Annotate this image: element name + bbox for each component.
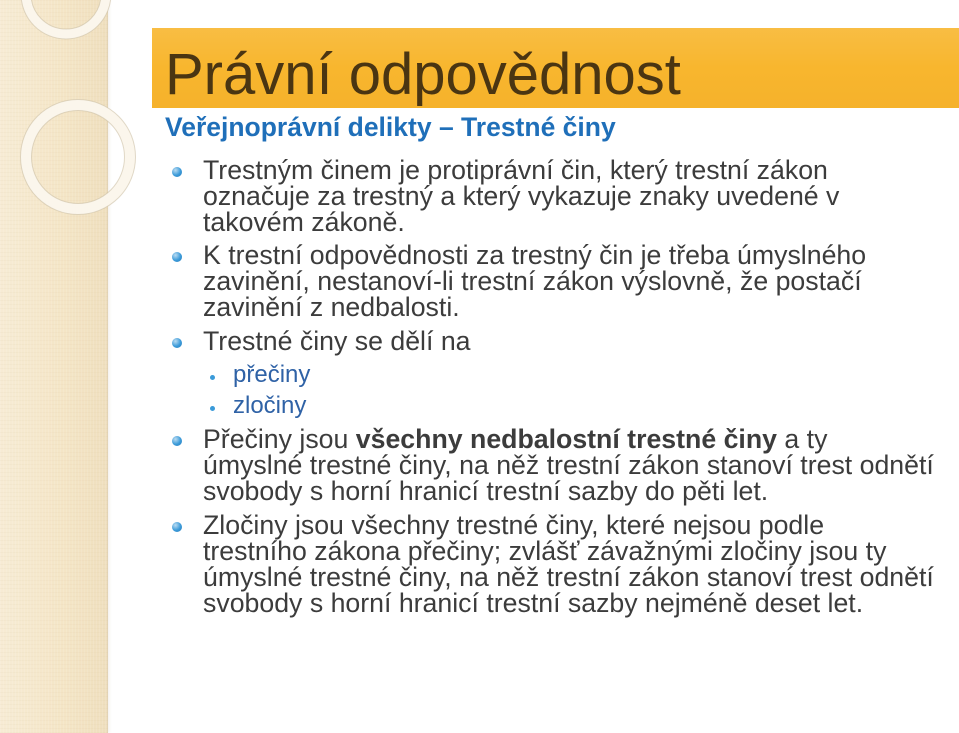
- bullet-line: trestního zákona přečiny; zvlášť závažnými zločiny jsou ty: [203, 536, 887, 566]
- sub-bullet-item: [233, 393, 306, 419]
- bullet-line: zavinění, nestanoví-li trestní zákon výslovně, že postačí: [203, 266, 862, 296]
- slide-title: Právní odpovědnost: [165, 42, 681, 107]
- bullet-line: [203, 426, 934, 452]
- round-bullet-icon: [172, 436, 182, 446]
- bullet-line: svobody s horní hranicí trestní sazby nejméně deset let.: [203, 588, 864, 618]
- bullet-line: takovém zákoně.: [203, 207, 405, 237]
- round-bullet-icon: [172, 338, 182, 348]
- round-bullet-icon: [172, 167, 182, 177]
- bullet-item: [203, 157, 839, 235]
- small-dot-bullet-icon: [210, 375, 215, 380]
- bullet-line: úmyslné trestné činy, na něž trestní zákon stanoví trest odnětí: [203, 450, 934, 480]
- bullet-item: [203, 328, 471, 354]
- bullet-text: Přečiny jsou: [203, 424, 356, 454]
- round-bullet-icon: [172, 522, 182, 532]
- bullet-item: [203, 242, 866, 320]
- bullet-line: Zločiny jsou všechny trestné činy, které nejsou podle: [203, 510, 825, 540]
- sub-bullet-text: přečiny: [233, 361, 311, 388]
- bullet-line: svobody s horní hranicí trestní sazby do pěti let.: [203, 476, 769, 506]
- small-dot-bullet-icon: [210, 406, 215, 411]
- bullet-line: K trestní odpovědnosti za trestný čin je třeba úmyslného: [203, 240, 867, 270]
- ring-icon: [21, 100, 136, 215]
- bullet-text: a ty: [776, 424, 828, 454]
- sub-bullet-item: [233, 362, 310, 388]
- bullet-line: úmyslné trestné činy, na něž trestní zákon stanoví trest odnětí: [203, 562, 934, 592]
- slide-subtitle: Veřejnoprávní delikty – Trestné činy: [165, 112, 616, 142]
- bullet-item: [203, 426, 934, 504]
- ring-icon: [21, 0, 111, 39]
- bullet-line: zavinění z nedbalosti.: [203, 292, 460, 322]
- bullet-item: [203, 512, 934, 616]
- sub-bullet-text: zločiny: [233, 392, 307, 419]
- bold-emphasis: všechny nedbalostní trestné činy: [355, 424, 777, 454]
- bullet-line: označuje za trestný a který vykazuje znaky uvedené v: [203, 181, 840, 211]
- bullet-line: Trestné činy se dělí na: [203, 326, 471, 356]
- decorative-rings: [0, 0, 152, 733]
- round-bullet-icon: [172, 252, 182, 262]
- bullet-line: Trestným činem je protiprávní čin, který trestní zákon: [203, 155, 828, 185]
